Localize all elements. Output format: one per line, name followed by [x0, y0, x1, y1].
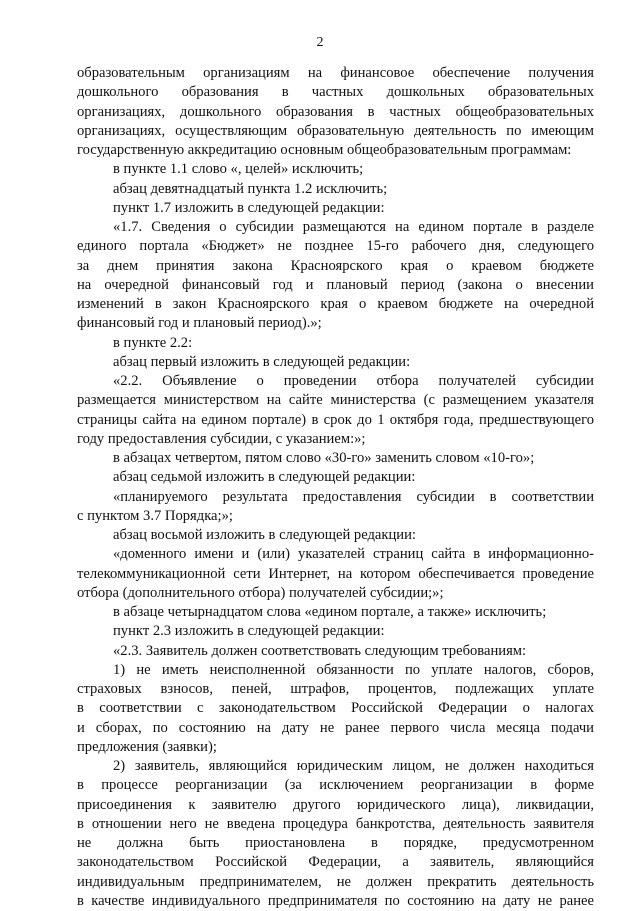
- text-line: организациях, дошкольного образования в частных общеобразовательных: [77, 103, 594, 120]
- text-line: абзац первый изложить в следующей редакции:: [113, 353, 411, 370]
- text-line: «1.7. Сведения о субсидии размещаются на едином портале в разделе: [113, 219, 594, 235]
- text-line: в пункте 1.1 слово «, целей» исключить;: [113, 161, 364, 178]
- text-line: размещается министерством на сайте министерства (с размещением указателя: [77, 392, 594, 409]
- text-line: страницы сайта на едином портале) в срок до 1 октября года, предшествующего: [77, 411, 594, 428]
- text-line: пункт 2.3 изложить в следующей редакции:: [113, 623, 385, 640]
- text-line: в абзацах четвертом, пятом слово «30-го» заменить словом «10-го»;: [113, 450, 535, 466]
- text-line: страховых взносов, пеней, штрафов, процентов, подлежащих уплате: [77, 681, 594, 697]
- document-body: [77, 64, 594, 911]
- text-line: 2) заявитель, являющийся юридическим лицом, не должен находиться: [113, 758, 594, 774]
- text-line: в соответствии с законодательством Российской Федерации о налогах: [77, 700, 594, 717]
- text-line: законодательством Российской Федерации, а заявитель, являющийся: [77, 854, 594, 871]
- text-line: изменений в закон Красноярского края о краевом бюджете на очередной: [77, 296, 594, 312]
- text-line: не должна быть приостановлена в порядке, предусмотренном: [77, 835, 594, 851]
- text-line: «планируемого результата предоставления субсидии в соответствии: [113, 488, 594, 505]
- text-line: организациях, осуществляющим образовательную деятельность по имеющим: [77, 122, 594, 139]
- text-line: дошкольного образования в частных дошкольных образовательных: [77, 84, 594, 101]
- text-line: 1) не иметь неисполненной обязанности по уплате налогов, сборов,: [113, 661, 594, 678]
- text-line: на очередной финансовый год и плановый период (закона о внесении: [77, 276, 594, 293]
- text-line: финансовый год и плановый период).»;: [77, 315, 322, 332]
- text-line: в процессе реорганизации (за исключением реорганизации в форме: [77, 777, 594, 794]
- text-line: образовательным организациям на финансовое обеспечение получения: [77, 65, 594, 81]
- text-line: присоединения к заявителю другого юридического лица), ликвидации,: [77, 796, 594, 813]
- text-line: в отношении него не введена процедура банкротства, деятельность заявителя: [77, 815, 594, 832]
- text-line: абзац восьмой изложить в следующей редакции:: [113, 527, 416, 543]
- text-line: в абзаце четырнадцатом слова «едином портале, а также» исключить;: [113, 604, 547, 620]
- text-line: абзац девятнадцатый пункта 1.2 исключить;: [113, 180, 388, 197]
- text-line: пункт 1.7 изложить в следующей редакции:: [113, 199, 385, 216]
- text-line: отбора (дополнительного отбора) получателей субсидии;»;: [77, 584, 444, 601]
- text-line: и сборах, по состоянию на дату не ранее первого числа месяца подачи: [77, 719, 594, 736]
- text-line: единого портала «Бюджет» не позднее 15-го рабочего дня, следующего: [77, 238, 594, 255]
- text-line: государственную аккредитацию основным общеобразовательным программам:: [77, 142, 572, 158]
- text-line: году предоставления субсидии, с указанием:»;: [77, 430, 366, 447]
- text-line: «2.3. Заявитель должен соответствовать следующим требованиям:: [113, 642, 527, 659]
- text-line: индивидуальным предпринимателем, не должен прекратить деятельность: [77, 873, 594, 890]
- text-line: телекоммуникационной сети Интернет, на котором обеспечивается проведение: [77, 565, 594, 582]
- text-line: абзац седьмой изложить в следующей редакции:: [113, 469, 416, 486]
- page-number: 2: [316, 35, 324, 50]
- text-line: в качестве индивидуального предпринимателя по состоянию на дату не ранее: [77, 892, 594, 909]
- text-line: за днем принятия закона Красноярского края о краевом бюджете: [77, 257, 594, 274]
- text-line: «2.2. Объявление о проведении отбора получателей субсидии: [113, 373, 594, 389]
- text-line: предложения (заявки);: [77, 738, 217, 755]
- text-line: с пунктом 3.7 Порядка;»;: [77, 507, 233, 524]
- text-line: «доменного имени и (или) указателей страниц сайта в информационно-: [113, 546, 594, 563]
- text-line: в пункте 2.2:: [113, 334, 193, 351]
